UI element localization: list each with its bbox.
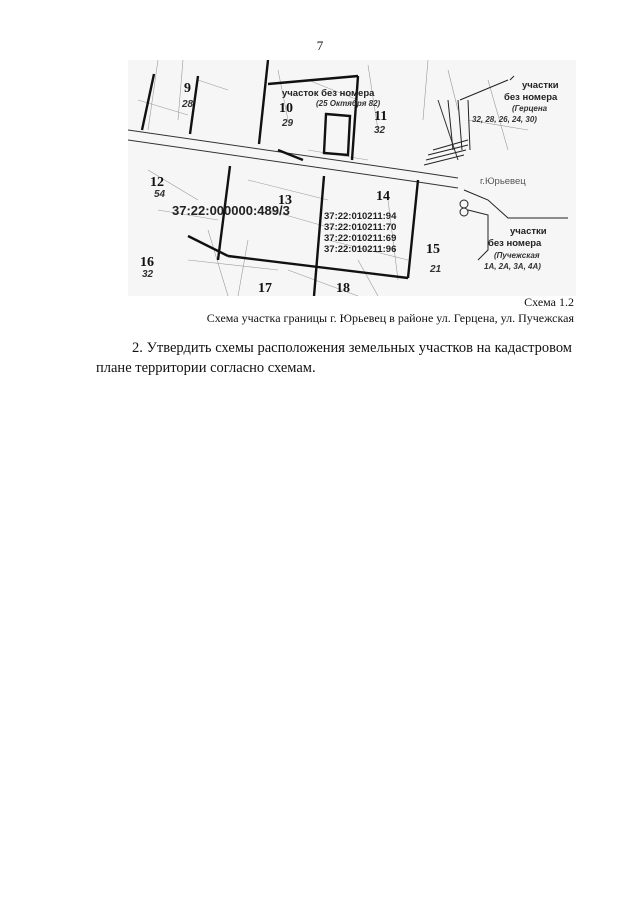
no-number-top-title: участок без номера <box>282 88 375 99</box>
plot-9-sub: 28 <box>182 99 194 110</box>
plot-9-num: 9 <box>184 81 191 96</box>
plot-18-num: 18 <box>336 281 350 296</box>
town-label: г.Юрьевец <box>480 176 526 187</box>
plot-11-num: 11 <box>374 109 388 124</box>
plot-17-num: 17 <box>258 281 272 296</box>
plot-16-num: 16 <box>140 255 154 270</box>
cadastral-number: 37:22:010211:69 <box>324 233 397 244</box>
no-number-rb-line3: (Пучежская <box>494 251 540 260</box>
plot-11-sub: 32 <box>374 125 386 136</box>
page-number: 7 <box>316 38 324 53</box>
no-number-rt-line2: без номера <box>504 92 558 103</box>
cadastral-number: 37:22:010211:94 <box>324 211 397 222</box>
no-number-rt-line4: 32, 28, 26, 24, 30) <box>472 115 537 124</box>
no-number-rb-line2: без номера <box>488 238 542 249</box>
cadastral-map-svg <box>128 60 576 296</box>
plot-15-num: 15 <box>426 242 440 257</box>
big-cadastral-number: 37:22:000000:489/3 <box>172 203 290 218</box>
body-paragraph: 2. Утвердить схемы расположения земельных участков на кадастровом плане территории согласно схемам. <box>96 340 572 376</box>
plot-14-num: 14 <box>376 189 390 204</box>
plot-15-sub: 21 <box>430 264 442 275</box>
plot-12-num: 12 <box>150 175 164 190</box>
no-number-rt-line3: (Герцена <box>512 104 548 113</box>
plot-12-sub: 54 <box>154 189 166 200</box>
no-number-top-sub: (25 Октября 82) <box>316 99 381 108</box>
plot-13-num: 13 <box>278 193 292 208</box>
scheme-label: Схема 1.2 <box>524 295 574 309</box>
plot-10-num: 10 <box>279 101 293 116</box>
cadastral-number: 37:22:010211:70 <box>324 222 397 233</box>
no-number-rb-line4: 1А, 2А, 3А, 4А) <box>484 262 541 271</box>
scheme-caption: Схема участка границы г. Юрьевец в районе ул. Герцена, ул. Пучежская <box>206 311 574 325</box>
plot-10-sub: 29 <box>282 118 294 129</box>
cadastral-number: 37:22:010211:96 <box>324 244 397 255</box>
plot-16-sub: 32 <box>142 269 154 280</box>
no-number-rb-line1: участки <box>510 226 547 237</box>
cadastral-map <box>128 60 576 296</box>
no-number-rt-line1: участки <box>522 80 559 91</box>
